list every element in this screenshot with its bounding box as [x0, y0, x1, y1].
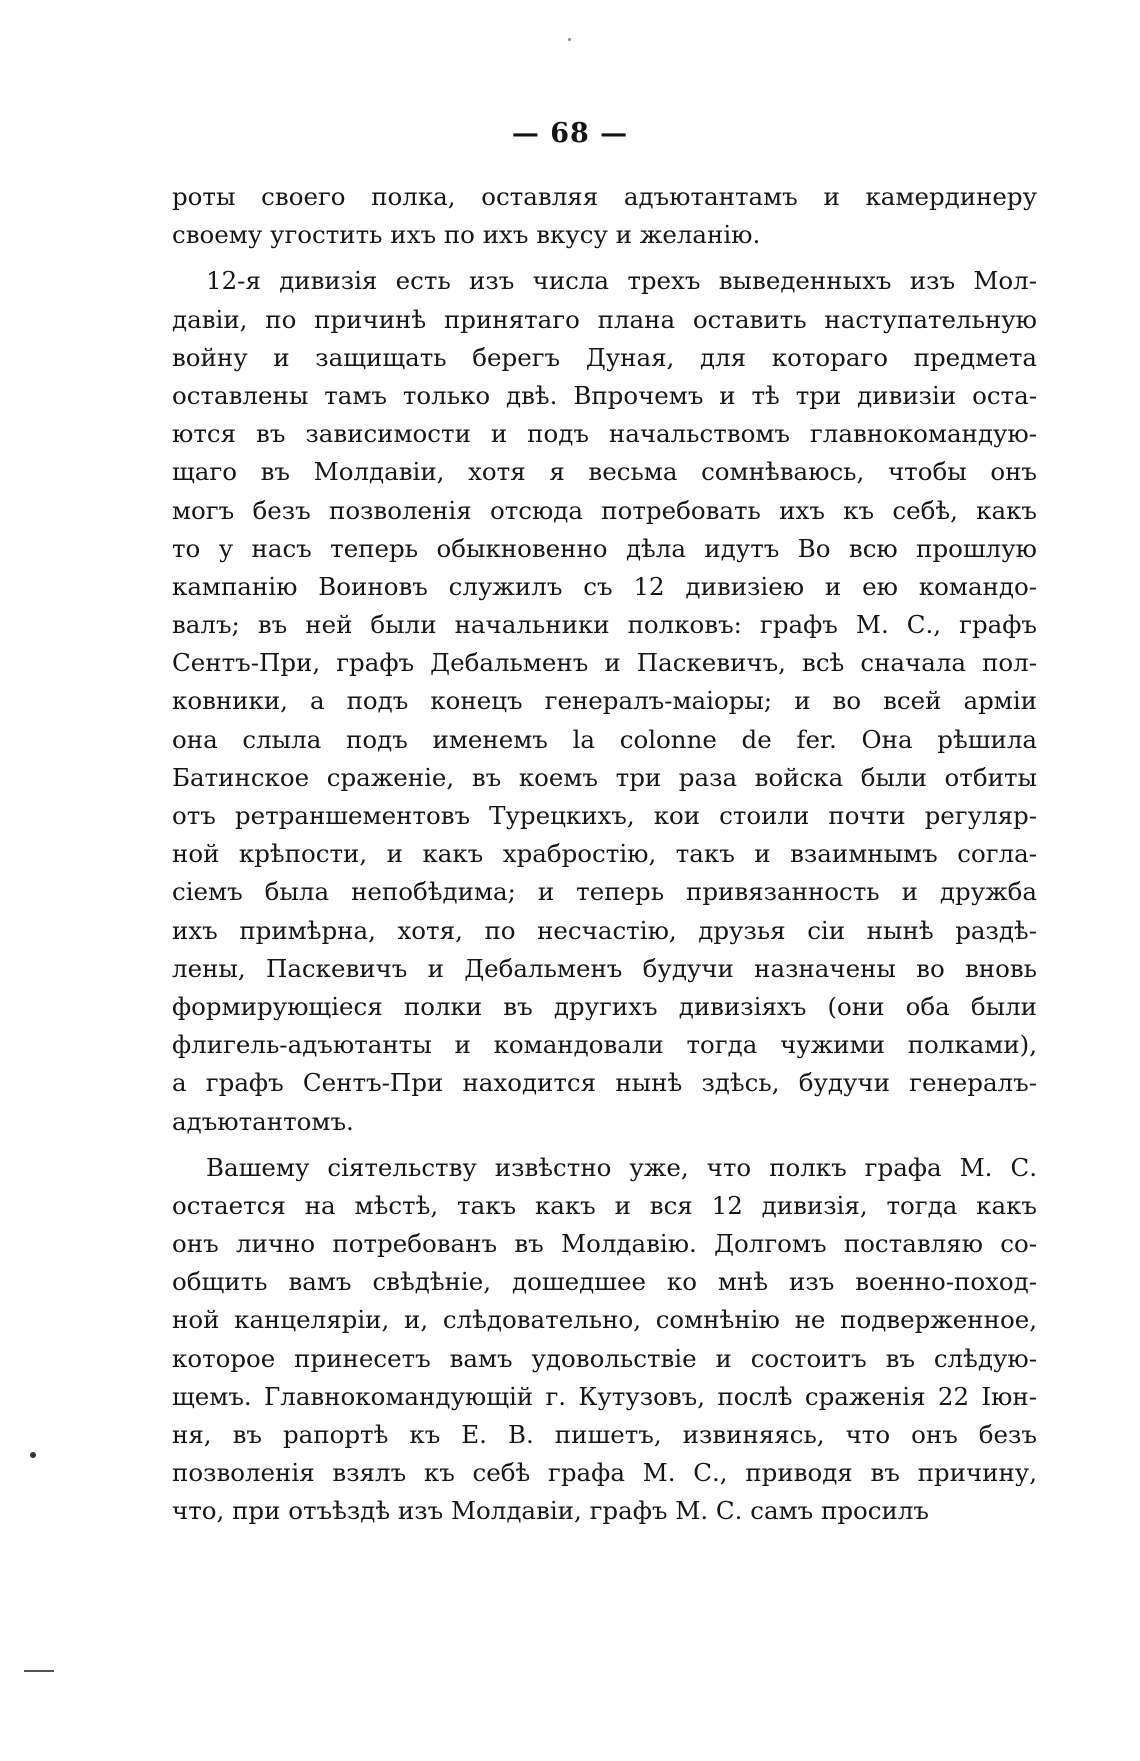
text-line: она слыла подъ именемъ la colonne de fer. Она рѣшила — [172, 724, 1037, 754]
text-line: ихъ примѣрна, хотя, по несчастію, друзья сіи нынѣ раздѣ- — [172, 915, 1037, 945]
text-line: щаго въ Молдавіи, хотя я весьма сомнѣваюсь, чтобы онъ — [172, 457, 1037, 487]
text-line: сіемъ была непобѣдима; и теперь привязанность и дружба — [172, 877, 1037, 907]
text-line: ня, въ рапортѣ къ Е. В. пишетъ, извиняясь, что онъ безъ — [172, 1420, 1037, 1449]
text-line: войну и защищать берегъ Дуная, для котораго предмета — [172, 342, 1037, 372]
text-line: позволенія взялъ къ себѣ графа М. С., приводя въ причину, — [172, 1458, 1037, 1488]
text-line: 12-я дивизія есть изъ числа трехъ выведенныхъ изъ Мол- — [206, 266, 1037, 296]
text-line: формирующіеся полки въ другихъ дивизіяхъ (они оба были — [172, 991, 1037, 1021]
body-text — [172, 178, 1037, 1531]
paragraph-gap — [172, 1141, 1037, 1149]
text-line: ковники, а подъ конецъ генералъ-маіоры; и во всей арміи — [172, 686, 1037, 716]
margin-dot — [30, 1452, 36, 1458]
text-line: флигель-адъютанты и командовали тогда чужими полками), — [172, 1030, 1037, 1060]
text-line: общить вамъ свѣдѣніе, дошедшее ко мнѣ изъ военно-поход- — [172, 1267, 1037, 1297]
text-line: адъютантомъ. — [172, 1106, 354, 1136]
text-line: Сентъ-При, графъ Дебальменъ и Паскевичъ, всѣ сначала пол- — [172, 648, 1037, 678]
text-line: отъ ретраншементовъ Турецкихъ, кои стоили почти регуляр- — [172, 801, 1037, 830]
text-line: щемъ. Главнокомандующій г. Кутузовъ, послѣ сраженія 22 Іюн- — [172, 1381, 1037, 1411]
scan-speck — [568, 38, 571, 41]
paragraph — [172, 178, 1037, 254]
text-line: Вашему сіятельству извѣстно уже, что полкъ графа М. С. — [206, 1152, 1037, 1182]
paragraph — [172, 262, 1037, 1140]
text-line: давіи, по причинѣ принятаго плана оставить наступательную — [172, 304, 1037, 334]
text-line: валъ; въ ней были начальники полковъ: графъ М. С., графъ — [172, 610, 1037, 640]
text-line: оставлены тамъ только двѣ. Впрочемъ и тѣ три дивизіи оста- — [172, 380, 1037, 410]
text-line: лены, Паскевичъ и Дебальменъ будучи назначены во вновь — [172, 953, 1037, 983]
text-line: которое принесетъ вамъ удовольствіе и состоитъ въ слѣдую- — [172, 1343, 1037, 1373]
text-line: то у насъ теперь обыкновенно дѣла идутъ Во всю прошлую — [172, 533, 1037, 563]
text-line: ной крѣпости, и какъ храбростію, такъ и взаимнымъ согла- — [172, 839, 1037, 869]
page-number: — 68 — — [511, 118, 629, 149]
text-line: ной канцеляріи, и, слѣдовательно, сомнѣнію не подверженное, — [172, 1305, 1037, 1335]
text-line: своему угостить ихъ по ихъ вкусу и желанію. — [172, 220, 761, 250]
text-line: остается на мѣстѣ, такъ какъ и вся 12 дивизія, тогда какъ — [172, 1190, 1037, 1220]
text-line: что, при отъѣздѣ изъ Молдавіи, графъ М. С. самъ просилъ — [172, 1496, 929, 1526]
text-line: Батинское сраженіе, въ коемъ три раза войска были отбиты — [172, 762, 1037, 792]
text-line: кампанію Воиновъ служилъ съ 12 дивизіею и ею командо- — [172, 571, 1037, 601]
paragraph-gap — [172, 254, 1037, 262]
text-line: могъ безъ позволенія отсюда потребовать ихъ къ себѣ, какъ — [172, 495, 1037, 525]
text-line: ются въ зависимости и подъ начальствомъ главнокомандую- — [172, 419, 1037, 449]
margin-rule — [24, 1670, 54, 1672]
text-line: роты своего полка, оставляя адъютантамъ и камердинеру — [172, 182, 1037, 211]
text-line: а графъ Сентъ-При находится нынѣ здѣсь, будучи генералъ- — [172, 1068, 1037, 1098]
paragraph — [172, 1149, 1037, 1531]
text-line: онъ лично потребованъ въ Молдавію. Долгомъ поставляю со- — [172, 1229, 1037, 1259]
